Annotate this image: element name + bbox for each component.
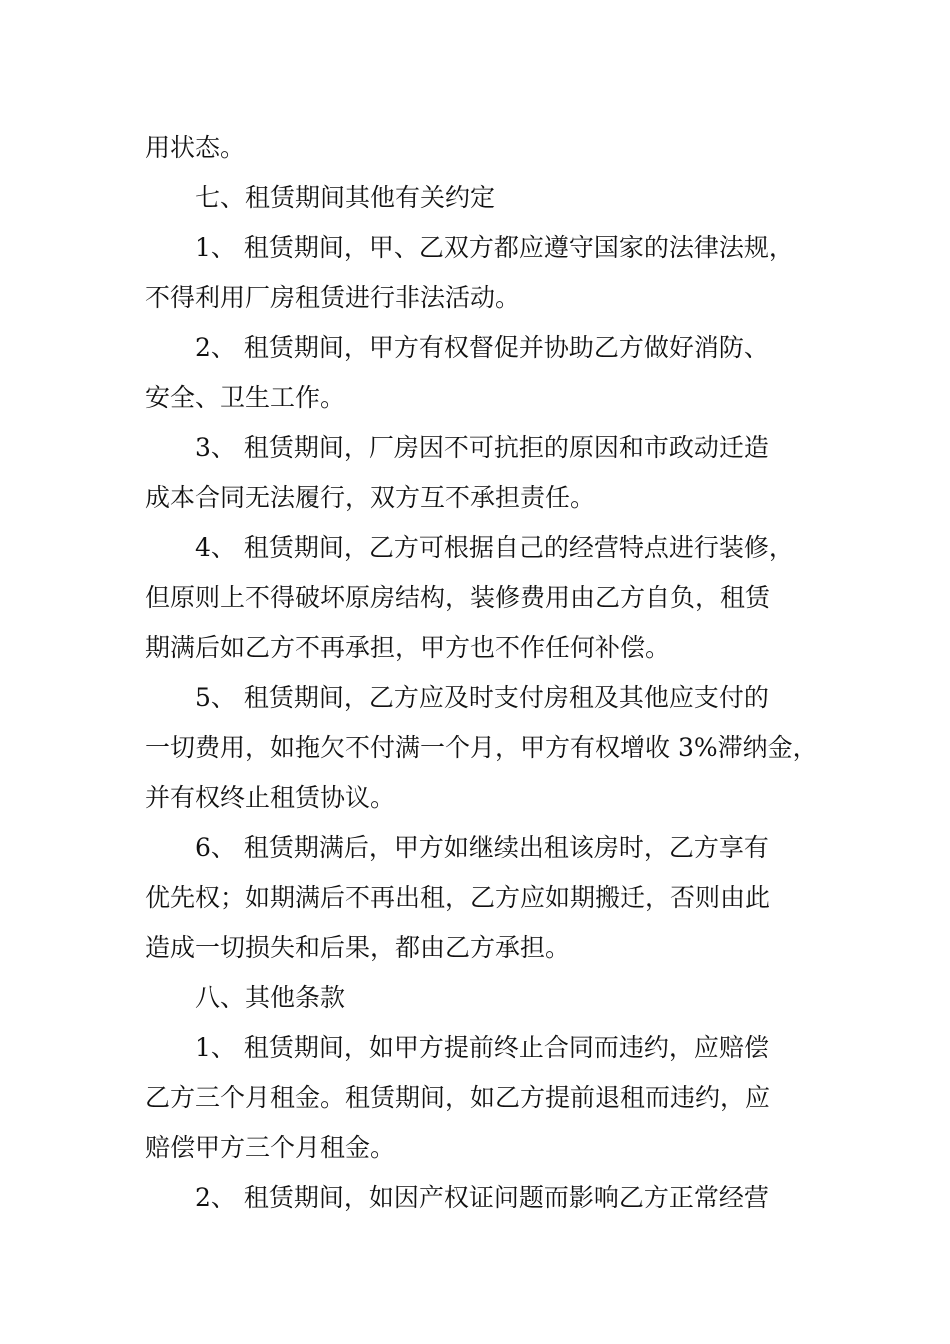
section-heading: 八、其他条款 (195, 983, 346, 1012)
section-heading: 七、租赁期间其他有关约定 (195, 183, 496, 212)
text-line: 安全、卫生工作。 (145, 383, 346, 412)
text-line: 成本合同无法履行，双方互不承担责任。 (145, 483, 596, 512)
text-line: 不得利用厂房租赁进行非法活动。 (145, 283, 521, 312)
text-line: 造成一切损失和后果，都由乙方承担。 (145, 933, 571, 962)
text-line: 期满后如乙方不再承担，甲方也不作任何补偿。 (145, 633, 671, 662)
text-line: 但原则上不得破坏原房结构，装修费用由乙方自负，租赁 (145, 583, 771, 612)
text-line: 用状态。 (145, 133, 246, 162)
text-line: 1、 租赁期间，如甲方提前终止合同而违约，应赔偿 (195, 1033, 769, 1062)
text-line: 6、 租赁期满后，甲方如继续出租该房时，乙方享有 (195, 833, 769, 862)
text-line: 并有权终止租赁协议。 (145, 783, 396, 812)
text-line: 1、 租赁期间，甲、乙双方都应遵守国家的法律法规， (195, 233, 794, 262)
text-line: 3、 租赁期间，厂房因不可抗拒的原因和市政动迁造 (195, 433, 769, 462)
text-line: 2、 租赁期间，如因产权证问题而影响乙方正常经营 (195, 1183, 769, 1212)
text-line: 乙方三个月租金。租赁期间，如乙方提前退租而违约，应 (145, 1083, 771, 1112)
text-line: 5、 租赁期间，乙方应及时支付房租及其他应支付的 (195, 683, 769, 712)
text-line: 4、 租赁期间，乙方可根据自己的经营特点进行装修， (195, 533, 794, 562)
text-line: 优先权；如期满后不再出租，乙方应如期搬迁，否则由此 (145, 883, 771, 912)
text-line: 一切费用，如拖欠不付满一个月，甲方有权增收 3%滞纳金， (145, 733, 818, 762)
text-line: 赔偿甲方三个月租金。 (145, 1133, 396, 1162)
text-line: 2、 租赁期间，甲方有权督促并协助乙方做好消防、 (195, 333, 769, 362)
